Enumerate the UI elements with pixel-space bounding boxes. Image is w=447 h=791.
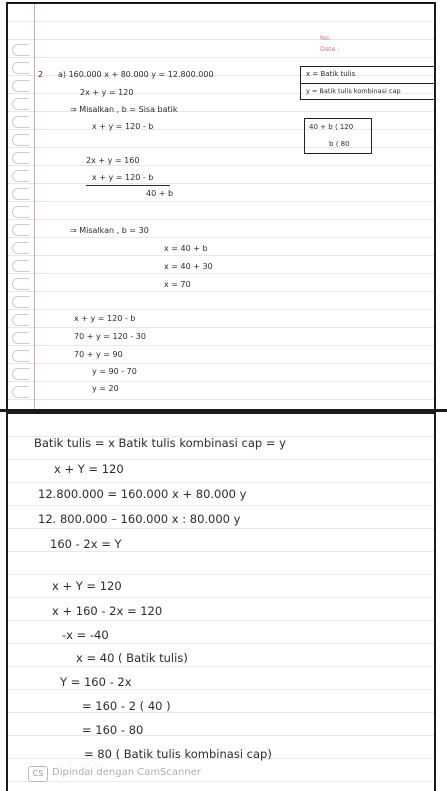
constraint-box	[304, 118, 372, 154]
header-date: Date :	[320, 45, 340, 53]
solution-line: Y = 160 - 2x	[60, 675, 132, 689]
equation-line: 2x + y = 160	[86, 156, 140, 165]
equation-line: y = 20	[92, 384, 119, 393]
notebook-page-top	[6, 2, 436, 411]
equation-line: a) 160.000 x + 80.000 y = 12.800.000	[58, 70, 214, 79]
variable-legend-box	[300, 66, 436, 100]
constraint-line: b ⟨ 80	[329, 140, 350, 148]
header-no: No.	[320, 34, 331, 42]
constraint-line: 40 + b ⟨ 120	[309, 123, 354, 131]
equation-line: x + y = 120 - b	[92, 122, 154, 131]
scanner-watermark: Dipindai dengan CamScanner	[52, 767, 201, 778]
equation-line: x + y = 120 - b	[92, 173, 154, 182]
solution-line: = 160 - 2 ( 40 )	[82, 699, 171, 713]
problem-number: 2	[38, 70, 44, 79]
equation-line: 2x + y = 120	[80, 88, 134, 97]
solution-line: = 80 ( Batik tulis kombinasi cap)	[84, 747, 272, 761]
solution-line: 160 - 2x = Y	[50, 537, 122, 551]
solution-line: Batik tulis = x Batik tulis kombinasi cap = y	[34, 436, 286, 450]
equation-line: x = 70	[164, 280, 191, 289]
legend-y: y = Batik tulis kombinasi cap	[306, 87, 401, 95]
equation-line: x + y = 120 - b	[74, 314, 136, 323]
spiral-binding	[8, 44, 30, 404]
subtraction-line	[86, 185, 170, 186]
equation-line: ⇒ Misalkan , b = Sisa batik	[70, 105, 178, 114]
solution-line: 12.800.000 = 160.000 x + 80.000 y	[38, 487, 247, 501]
equation-line: 70 + y = 90	[74, 350, 123, 359]
solution-line: 12. 800.000 – 160.000 x : 80.000 y	[38, 512, 241, 526]
equation-line: ⇒ Misalkan , b = 30	[70, 226, 149, 235]
equation-line: 70 + y = 120 - 30	[74, 332, 146, 341]
solution-line: x + Y = 120	[54, 462, 124, 476]
solution-line: x = 40 ( Batik tulis)	[76, 651, 188, 665]
equation-line: x = 40 + 30	[164, 262, 213, 271]
solution-line: x + 160 - 2x = 120	[52, 604, 163, 618]
solution-line: -x = -40	[62, 628, 109, 642]
solution-line: = 160 - 80	[82, 723, 144, 737]
equation-line: 40 + b	[146, 189, 174, 198]
equation-line: x = 40 + b	[164, 244, 208, 253]
equation-line: y = 90 - 70	[92, 367, 137, 376]
solution-line: x + Y = 120	[52, 579, 122, 593]
legend-x: x = Batik tulis	[306, 70, 356, 78]
camscanner-logo-icon: CS	[28, 766, 48, 782]
notebook-page-bottom	[6, 412, 436, 791]
